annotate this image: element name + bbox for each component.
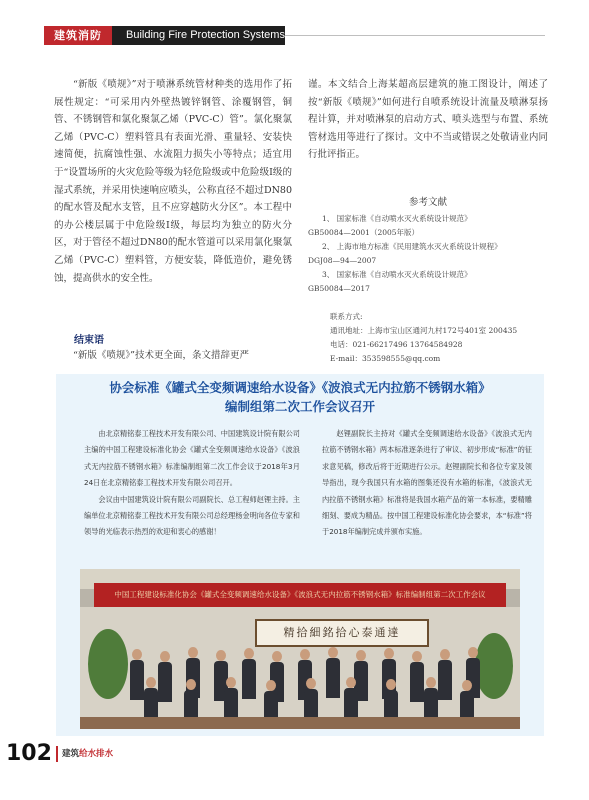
news-left-column (84, 426, 300, 541)
conclusion-heading: 结束语 (74, 335, 104, 346)
header-rule (285, 35, 545, 36)
person-figure (130, 649, 144, 700)
person-figure (410, 651, 424, 702)
right-column (308, 76, 548, 164)
person-figure (242, 648, 256, 699)
news-paragraph: 赵锂副院长主持对《罐式全变频调速给水设备》《波浪式无内拉筋不锈钢水箱》两本标准逐条进行了审议、初步形成“标准”的征求意见稿，修改后将于近期进行公示。赵锂副院长和各位专家及领导指出，现今我国只有水箱的图集还没有水箱的标准，《波浪式无内拉筋不锈钢水箱》标准将是我国水箱产品的第一本标准，要精雕细刻、要成为精品。按中国工程建设标准化协会要求，本“标准”将于2018年编制完成并颁布实施。 (322, 429, 532, 537)
references-list (308, 212, 548, 296)
news-right-column (322, 426, 532, 541)
news-title-line: 协会标准《罐式全变频调速给水设备》《波浪式无内拉筋不锈钢水箱》 (109, 380, 491, 395)
news-title-line: 编制组第二次工作会议召开 (224, 399, 375, 414)
magazine-name-part: 建筑 (62, 749, 80, 759)
section-label-english: Building Fire Protection Systems (126, 29, 285, 41)
body-paragraph: 谨。本文结合上海某超高层建筑的施工图设计，阐述了按“新版《喷规》”如何进行自喷系统设计流量及喷淋泵扬程计算，并对喷淋泵的启动方式、喷头选型与布置、系统管材选用等进行了探讨。文中不当或错误之处敬请业内同行批评指正。 (308, 79, 548, 161)
reference-line: GB50084—2001（2005年版） (308, 228, 420, 237)
magazine-name (62, 746, 113, 762)
reference-line: DGJ08—94—2007 (308, 256, 377, 265)
person-figure (438, 649, 452, 700)
person-figure (326, 647, 340, 698)
contact-email: E-mail：353598555@qq.com (330, 354, 441, 363)
magazine-name-highlight: 给水排水 (79, 749, 114, 759)
contact-address: 通讯地址：上海市宝山区通河九村172号401室 200435 (330, 326, 518, 335)
reference-line: GB50084—2017 (308, 284, 370, 293)
photo-floor (80, 717, 520, 729)
news-box (56, 374, 544, 736)
section-label: 建筑消防 (44, 26, 112, 45)
group-photo (80, 569, 520, 729)
page-number: 102 (6, 741, 52, 766)
news-paragraph: 由北京精铭泰工程技术开发有限公司、中国建筑设计院有限公司主编的中国工程建设标准化协会《罐式全变频调速给水设备》《波浪式无内拉筋不锈钢水箱》标准编制组第二次工作会议于2018年3月24日在北京精铭泰工程技术开发有限公司召开。 (84, 429, 300, 488)
photo-banner: 中国工程建设标准化协会《罐式全变频调速给水设备》《波浪式无内拉筋不锈钢水箱》标准编制组第二次工作会议 (94, 583, 506, 607)
left-column (54, 76, 292, 287)
body-paragraph: “新版《喷规》”对于喷淋系统管材种类的选用作了拓展性规定：“可采用内外壁热镀锌钢管、涂覆钢管，铜管、不锈钢管和氯化聚氯乙烯（PVC-C）管”。氯化聚氯乙烯（PVC-C）塑料管具有表面光滑、重量轻、安装快速简便，抗腐蚀性强、水流阻力损失小等特点；适宜用于“设置场所的火灾危险等级为轻危险级或中危险级Ⅰ级的湿式系统，并采用快速响应喷头，公称直径不超过DN80的配水管及配水支管，且不应穿越防火分区”。本工程中的办公楼层属于中危险级Ⅰ级，每层均为独立的防火分区，对于管径不超过DN80的配水管道可以采用氯化聚氯乙烯（PVC-C）塑料管，方便安装，降低造价，避免锈蚀，提高供水的安全性。 (54, 79, 292, 284)
contact-info (330, 310, 550, 366)
footer-separator (56, 746, 58, 762)
person-figure (158, 651, 172, 702)
contact-phone: 电话：021-66217496 13764584928 (330, 340, 463, 349)
reference-line: 3、 国家标准《自动喷水灭火系统设计规范》 (322, 270, 472, 279)
conclusion-text: “新版《喷规》”技术更全面，条文措辞更严 (73, 350, 249, 361)
references-heading: 参考文献 (408, 197, 447, 208)
reference-line: 2、 上海市地方标准《民用建筑水灭火系统设计规程》 (322, 242, 502, 251)
news-title (56, 378, 544, 416)
photo-calligraphy: 精拾細銘拾心泰通達 (255, 619, 429, 647)
contact-title: 联系方式: (330, 312, 363, 321)
news-paragraph: 会议由中国建筑设计院有限公司副院长、总工程师赵锂主持。主编单位北京精铭泰工程技术开发有限公司总经理杨金明向各位专家和领导的光临表示热烈的欢迎和衷心的感谢！ (84, 494, 300, 537)
reference-line: 1、 国家标准《自动喷水灭火系统设计规范》 (322, 214, 472, 223)
